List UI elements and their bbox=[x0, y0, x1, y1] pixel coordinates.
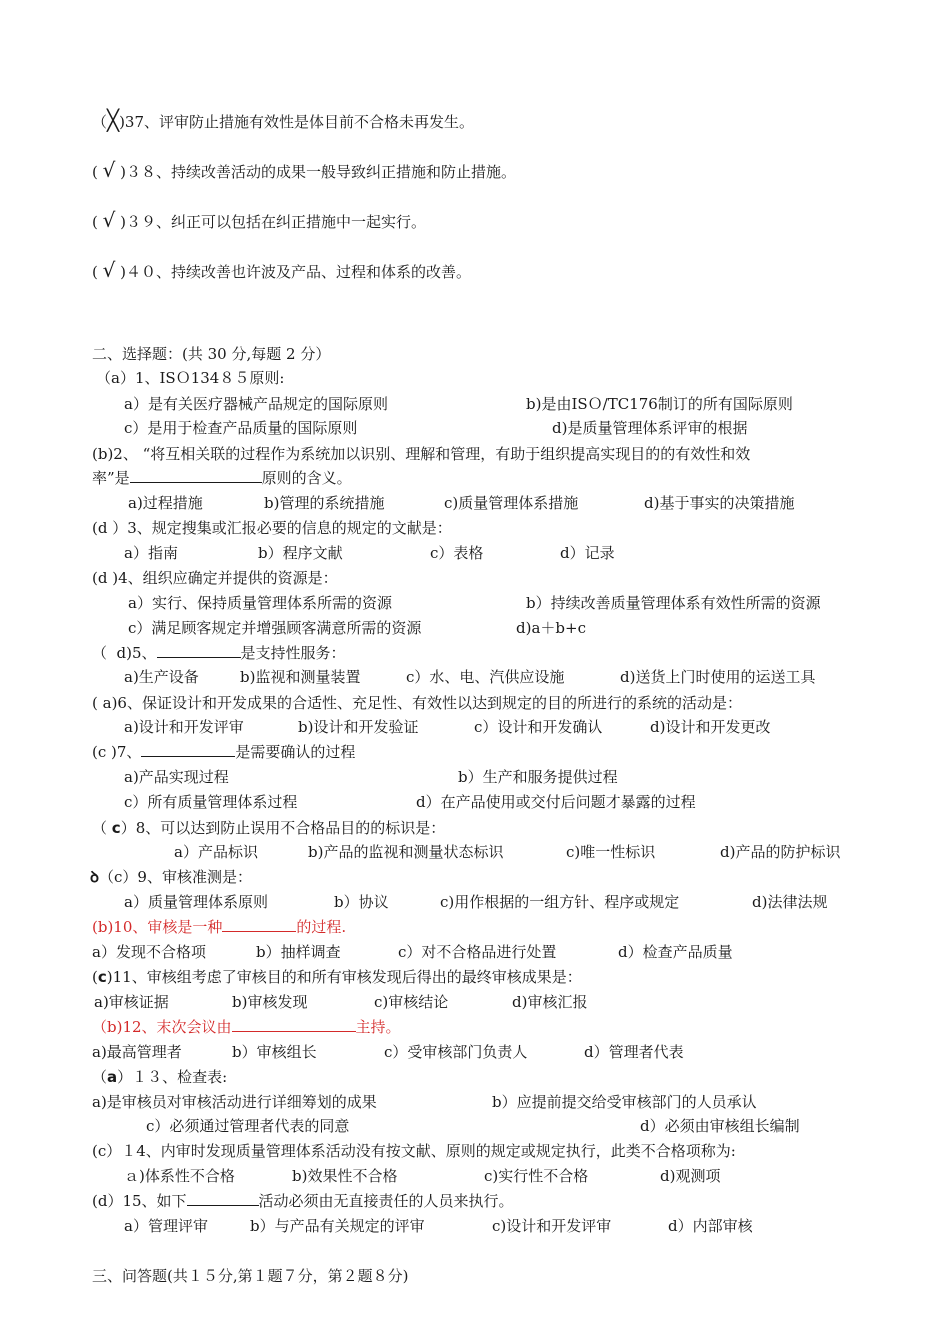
answer-letter: c bbox=[111, 819, 121, 837]
option-b: b)管理的系统措施 bbox=[264, 494, 385, 512]
option-a: a)审核证据 bbox=[94, 993, 169, 1011]
answer-letter: c bbox=[97, 968, 107, 986]
option-c: c）对不合格品进行处置 bbox=[398, 943, 557, 961]
option-c: c）必须通过管理者代表的同意 bbox=[146, 1117, 350, 1135]
option-a: a）发现不合格项 bbox=[92, 943, 206, 961]
option-b: b)产品的监视和测量状态标识 bbox=[308, 843, 504, 861]
option-d: d)a＋b+c bbox=[516, 619, 586, 637]
option-b: b)是由ISＯ/TC176制订的所有国际原则 bbox=[526, 395, 793, 413]
question-stem: （ c）8、可以达到防止误用不合格品目的的标识是： bbox=[92, 819, 446, 837]
option-b: b）与产品有关规定的评审 bbox=[250, 1217, 425, 1235]
option-c: c）水、电、汽供应设施 bbox=[406, 668, 565, 686]
option-b: b）审核组长 bbox=[232, 1043, 317, 1061]
blank-line bbox=[222, 917, 296, 932]
check-mark-icon: √ bbox=[102, 208, 116, 232]
option-a: a）实行、保持质量管理体系所需的资源 bbox=[128, 594, 392, 612]
option-a: a）管理评审 bbox=[124, 1217, 208, 1235]
option-a: a）指南 bbox=[124, 544, 178, 562]
question-stem: (b)10、审核是一种 的过程. bbox=[92, 918, 347, 936]
option-b: b）程序文献 bbox=[258, 544, 343, 562]
option-d: d)设计和开发更改 bbox=[650, 718, 771, 736]
option-d: d）在产品使用或交付后问题才暴露的过程 bbox=[416, 793, 696, 811]
option-a: a)设计和开发评审 bbox=[124, 718, 244, 736]
tf-item-38: ( √ )３８、持续改善活动的成果一般导致纠正措施和防止措施。 bbox=[92, 158, 517, 182]
option-d: d）管理者代表 bbox=[584, 1043, 684, 1061]
option-c: c)审核结论 bbox=[374, 993, 449, 1011]
blank-line bbox=[187, 1191, 259, 1206]
option-d: d)基于事实的决策措施 bbox=[644, 494, 795, 512]
option-b: b）应提前提交给受审核部门的人员承认 bbox=[492, 1093, 757, 1111]
option-b: b）抽样调查 bbox=[256, 943, 341, 961]
question-stem: (c )7、 是需要确认的过程 bbox=[92, 743, 356, 761]
blank-line bbox=[141, 742, 235, 757]
option-c: c）是用于检查产品质量的国际原则 bbox=[124, 419, 358, 437]
option-d: d）记录 bbox=[560, 544, 615, 562]
option-b: b)审核发现 bbox=[232, 993, 308, 1011]
option-c: c）所有质量管理体系过程 bbox=[124, 793, 298, 811]
option-b: b）生产和服务提供过程 bbox=[458, 768, 618, 786]
blank-line bbox=[130, 468, 262, 483]
option-c: c）受审核部门负责人 bbox=[384, 1043, 528, 1061]
option-c: c)实行性不合格 bbox=[484, 1167, 589, 1185]
blank-line bbox=[157, 643, 241, 658]
option-c: c)唯一性标识 bbox=[566, 843, 656, 861]
option-c: c)用作根据的一组方针、程序或规定 bbox=[440, 893, 680, 911]
cross-mark-icon: ╳ bbox=[107, 108, 120, 132]
check-mark-icon: √ bbox=[102, 158, 116, 182]
option-d: d）必须由审核组长编制 bbox=[640, 1117, 800, 1135]
option-a: ａ)体系性不合格 bbox=[124, 1167, 235, 1185]
question-stem: （b)12、末次会议由 主持。 bbox=[92, 1018, 401, 1036]
section-title-qa: 三、问答题(共１５分,第１题７分，第２题８分) bbox=[92, 1267, 409, 1285]
option-a: a)产品实现过程 bbox=[124, 768, 229, 786]
tf-item-39: ( √ )３９、纠正可以包括在纠正措施中一起实行。 bbox=[92, 208, 427, 232]
tf-item-37: （╳)37、评审防止措施有效性是体目前不合格未再发生。 bbox=[92, 108, 475, 132]
question-stem: ꝺ（c）9、审核准测是： bbox=[90, 868, 252, 886]
question-stem: (b)2、 “将互相关联的过程作为系统加以识别、理解和管理，有助于组织提高实现目的的有效性和效 bbox=[92, 445, 751, 463]
option-a: a)是审核员对审核活动进行详细筹划的成果 bbox=[92, 1093, 377, 1111]
tf-item-40: ( √ )４０、持续改善也许波及产品、过程和体系的改善。 bbox=[92, 258, 472, 282]
option-c: c）设计和开发确认 bbox=[474, 718, 603, 736]
check-mark-icon: √ bbox=[102, 258, 116, 282]
option-d: d）检查产品质量 bbox=[618, 943, 733, 961]
option-c: c）满足顾客规定并增强顾客满意所需的资源 bbox=[128, 619, 422, 637]
stray-glyph: ꝺ bbox=[90, 868, 99, 886]
option-d: d)法律法规 bbox=[752, 893, 828, 911]
question-stem: (c）１4、内审时发现质量管理体系活动没有按文献、原则的规定或规定执行，此类不合格项称为: bbox=[92, 1142, 736, 1160]
option-c: c)质量管理体系措施 bbox=[444, 494, 579, 512]
option-a: a)生产设备 bbox=[124, 668, 199, 686]
question-stem: （a）１３、检查表: bbox=[92, 1068, 228, 1086]
option-a: a)过程措施 bbox=[128, 494, 203, 512]
option-d: d）内部审核 bbox=[668, 1217, 753, 1235]
question-stem: (d ）3、规定搜集或汇报必要的信息的规定的文献是： bbox=[92, 519, 452, 537]
option-a: a）产品标识 bbox=[174, 843, 258, 861]
option-b: b)效果性不合格 bbox=[292, 1167, 398, 1185]
option-b: b)监视和测量装置 bbox=[240, 668, 361, 686]
option-d: d)审核汇报 bbox=[512, 993, 588, 1011]
question-stem: （a）1、ISＯ134８５原则: bbox=[96, 369, 285, 387]
question-stem: (d）15、如下 活动必须由无直接责任的人员来执行。 bbox=[92, 1192, 514, 1210]
question-stem: ( a)6、保证设计和开发成果的合适性、充足性、有效性以达到规定的目的所进行的系统的活动是： bbox=[92, 694, 742, 712]
option-d: d)观测项 bbox=[660, 1167, 721, 1185]
option-a: a）是有关医疗器械产品规定的国际原则 bbox=[124, 395, 388, 413]
question-stem: (d )4、组织应确定并提供的资源是： bbox=[92, 569, 338, 587]
blank-line bbox=[232, 1017, 356, 1032]
option-d: d)产品的防护标识 bbox=[720, 843, 841, 861]
option-b: b)设计和开发验证 bbox=[298, 718, 419, 736]
option-d: d)是质量管理体系评审的根据 bbox=[552, 419, 748, 437]
question-stem: (c)11、审核组考虑了审核目的和所有审核发现后得出的最终审核成果是： bbox=[92, 968, 582, 986]
option-a: a)最高管理者 bbox=[92, 1043, 182, 1061]
option-c: c)设计和开发评审 bbox=[492, 1217, 612, 1235]
question-stem-cont: 率”是 原则的含义。 bbox=[92, 469, 352, 487]
question-stem: （ d)5、 是支持性服务： bbox=[92, 644, 346, 662]
option-c: c）表格 bbox=[430, 544, 484, 562]
option-b: b）持续改善质量管理体系有效性所需的资源 bbox=[526, 594, 821, 612]
option-b: b）协议 bbox=[334, 893, 389, 911]
section-title-choice: 二、选择题：(共 30 分,每题 2 分） bbox=[92, 345, 331, 363]
option-a: a）质量管理体系原则 bbox=[124, 893, 268, 911]
option-d: d)送货上门时使用的运送工具 bbox=[620, 668, 816, 686]
answer-letter: a bbox=[107, 1068, 118, 1086]
